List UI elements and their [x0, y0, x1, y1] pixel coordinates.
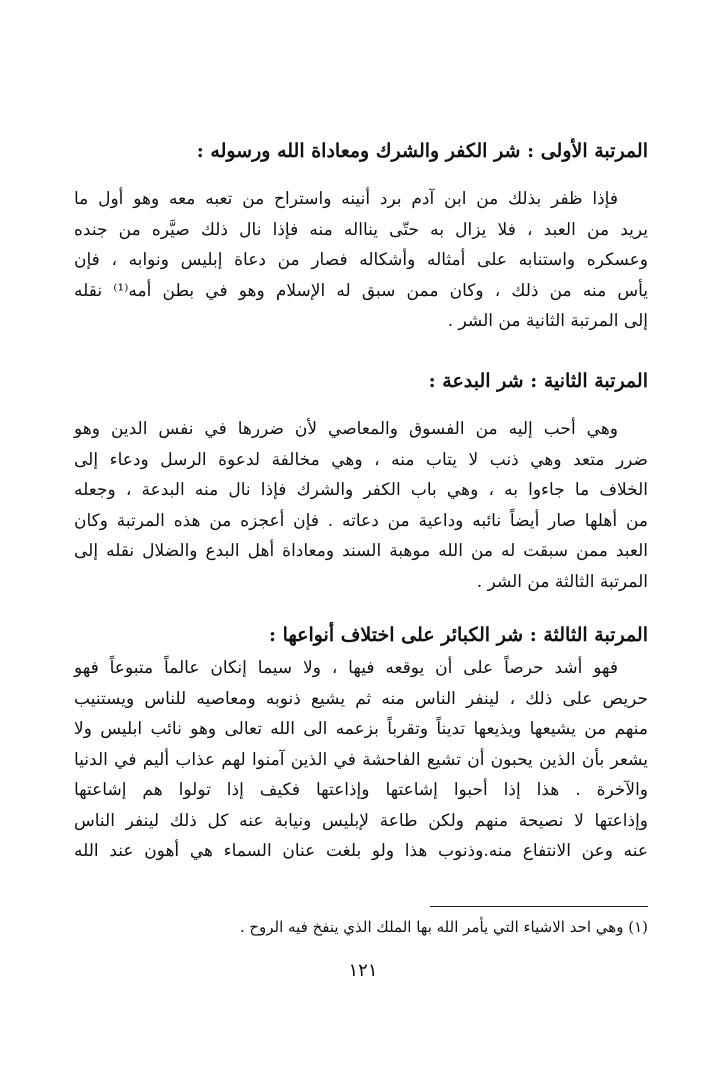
text-line: فإذا ظفر بذلك من ابن آدم برد أنينه واستراح من تعبه معه وهو أول ما	[74, 189, 618, 209]
text-line: وهي أحب إليه من الفسوق والمعاصي لأن ضررها في نفس الدين وهو	[74, 419, 618, 439]
text-line: وإذاعتها لا نصيحة منهم ولكن طاعة لإبليس ونيابة عنه كل ذلك لينفر الناس	[74, 810, 648, 831]
text-line: فهو أشد حرصاً على أن يوقعه فيها ، ولا سيما إنكان عالماً متبوعاً فهو	[74, 658, 618, 678]
paragraph-first-rank	[74, 184, 648, 337]
footnote: (١) وهي احد الاشياء التي يأمر الله بها الملك الذي ينفخ فيه الروح .	[239, 918, 648, 936]
text-line: إلى المرتبة الثانية من الشر .	[447, 311, 648, 331]
text-line: المرتبة الثالثة من الشر .	[476, 571, 648, 592]
text-line: من أهلها صار أيضاً نائبه وداعية من دعاته . فإن أعجزه من هذه المرتبة وكان	[74, 510, 648, 531]
footnote-divider	[430, 906, 648, 907]
paragraph-third-rank	[74, 653, 648, 867]
page-number: ١٢١	[348, 960, 378, 981]
text-line: ضرر متعد وهي ذنب لا يتاب منه ، وهي مخالفة لدعوة الرسل ودعاء إلى	[74, 449, 648, 470]
text-line: العبد ممن سبقت له من الله موهبة السند ومعاداة أهل البدع والضلال نقله إلى	[74, 541, 648, 561]
text-line: يريد من العبد ، فلا يزال به حتّى ينااله منه فإذا نال ذلك صيَّره من جنده	[74, 219, 648, 240]
text-line: يأس منه من ذلك ، وكان ممن سبق له الإسلام وهو في بطن أمه⁽¹⁾ نقله	[74, 280, 648, 301]
section-heading-first-rank: المرتبة الأولى : شر الكفر والشرك ومعاداة الله ورسوله :	[196, 140, 648, 162]
section-heading-second-rank: المرتبة الثانية : شر البدعة :	[428, 370, 648, 392]
text-line: حريص على ذلك ، لينفر الناس منه ثم يشيع ذنوبه ومعاصيه للناس ويستنيب	[74, 688, 648, 709]
text-line: وعسكره واستنابه على أمثاله وأشكاله فصار من دعاة إبليس ونوابه ، فإن	[74, 250, 648, 270]
paragraph-second-rank	[74, 414, 648, 597]
text-line: الخلاف ما جاءوا به ، وهي باب الكفر والشرك فإذا نال منه البدعة ، وجعله	[74, 480, 648, 500]
text-line: منهم من يشيعها ويذيعها تديناً وتقرباً بزعمه الى الله تعالى وهو نائب ابليس ولا	[74, 719, 648, 739]
text-line: والآخرة . هذا إذا أحبوا إشاعتها وإذاعتها فكيف إذا تولوا هم إشاعتها	[74, 780, 648, 800]
text-line: عنه وعن الانتفاع منه.وذنوب هذا ولو بلغت عنان السماء هي أهون عند الله	[74, 841, 648, 861]
text-line: يشعر بأن الذين يحبون أن تشيع الفاحشة في الذين آمنوا لهم عذاب أليم في الدنيا	[74, 749, 648, 770]
section-heading-third-rank: المرتبة الثالثة : شر الكبائر على اختلاف أنواعها :	[268, 624, 648, 646]
